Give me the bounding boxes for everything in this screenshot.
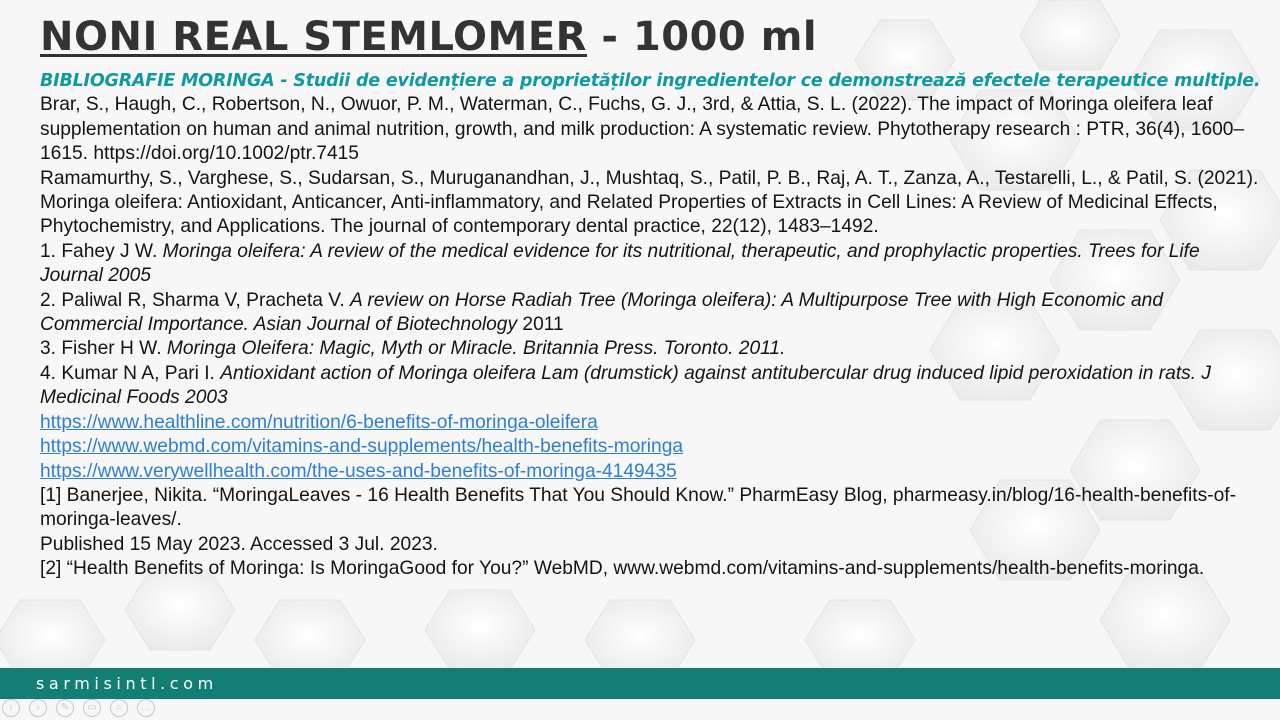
zoom-icon[interactable]: ⌕ (110, 699, 128, 717)
bibliography-heading: BIBLIOGRAFIE MORINGA - Studii de evidențiere a proprietăților ingredientelor ce demonstrează efectele terapeutice multiple. (40, 71, 1261, 91)
footer-website: sarmisintl.com (36, 674, 218, 693)
reference-4-title: Antioxidant action of Moringa oleifera Lam (drumstick) against antitubercular drug induced lipid peroxidation in rats. J Medicinal Foods 2003 (40, 362, 1212, 409)
reference-1 (40, 240, 1265, 289)
product-volume: - 1000 ml (586, 14, 818, 60)
prev-icon[interactable]: ‹ (2, 699, 20, 717)
reference-3-author: 3. Fisher H W. (40, 338, 167, 360)
link-healthline[interactable]: https://www.healthline.com/nutrition/6-benefits-of-moringa-oleifera (40, 411, 598, 433)
reference-2-author: 2. Paliwal R, Sharma V, Pracheta V. (40, 289, 351, 311)
reference-4-author: 4. Kumar N A, Pari I. (40, 362, 221, 384)
reference-ramamurthy: Ramamurthy, S., Varghese, S., Sudarsan, S., Muruganandhan, J., Mushtaq, S., Patil, P. B., Raj, A. T., Zanza, A., Testarelli, L., & Patil, S. (2021). Moringa oleifera: Antioxidant, Anticancer, Anti-inflammatory, and Related Properties of Extracts in Cell Lines: A Review of Medicinal Effects, Phytochemistry, and Applications. The journal of contemporary dental practice, 22(12), 1483–1492. (40, 167, 1259, 238)
bibliography (40, 69, 1265, 582)
product-name: NONI REAL STEMLOMER (40, 14, 587, 60)
reference-webmd: [2] “Health Benefits of Moringa: Is MoringaGood for You?” WebMD, www.webmd.com/vitamins-and-supplements/health-benefits-moringa. (40, 558, 1205, 580)
link-verywellhealth[interactable]: https://www.verywellhealth.com/the-uses-and-benefits-of-moringa-4149435 (40, 460, 677, 482)
reference-1-title: Moringa oleifera: A review of the medical evidence for its nutritional, therapeutic, and prophylactic properties. Trees for Life Journal 2005 (40, 240, 1200, 287)
reference-4 (40, 362, 1265, 411)
reference-published-date: Published 15 May 2023. Accessed 3 Jul. 2023. (40, 533, 438, 555)
reference-2-year: 2011 (517, 314, 564, 336)
reference-2-title: A review on Horse Radiah Tree (Moringa oleifera): A Multipurpose Tree with High Economic and Commercial Importance. Asian Journal of Biotechnology (40, 289, 1163, 336)
reference-3-title: Moringa Oleifera: Magic, Myth or Miracle. Britannia Press. Toronto. 2011. (166, 338, 786, 360)
reference-3 (40, 337, 1265, 361)
reference-brar: Brar, S., Haugh, C., Robertson, N., Owuor, P. M., Waterman, C., Fuchs, G. J., 3rd, & Attia, S. L. (2022). The impact of Moringa oleifera leaf supplementation on human and animal nutrition, growth, and milk production: A systematic review. Phytotherapy research : PTR, 36(4), 1600–1615. https://doi.org/10.1002/ptr.7415 (40, 94, 1245, 165)
slides-icon[interactable]: ▭ (83, 699, 101, 717)
link-webmd[interactable]: https://www.webmd.com/vitamins-and-supplements/health-benefits-moringa (40, 436, 684, 458)
reference-2 (40, 289, 1265, 338)
more-icon[interactable]: … (137, 699, 155, 717)
pen-icon[interactable]: ✎ (56, 699, 74, 717)
slide-nav-controls (2, 699, 155, 719)
reference-1-author: 1. Fahey J W. (40, 240, 163, 262)
page-title (40, 14, 817, 60)
reference-banerjee: [1] Banerjee, Nikita. “MoringaLeaves - 16 Health Benefits That You Should Know.” PharmEasy Blog, pharmeasy.in/blog/16-health-benefits-of-moringa-leaves/. (40, 484, 1236, 531)
next-icon[interactable]: › (29, 699, 47, 717)
